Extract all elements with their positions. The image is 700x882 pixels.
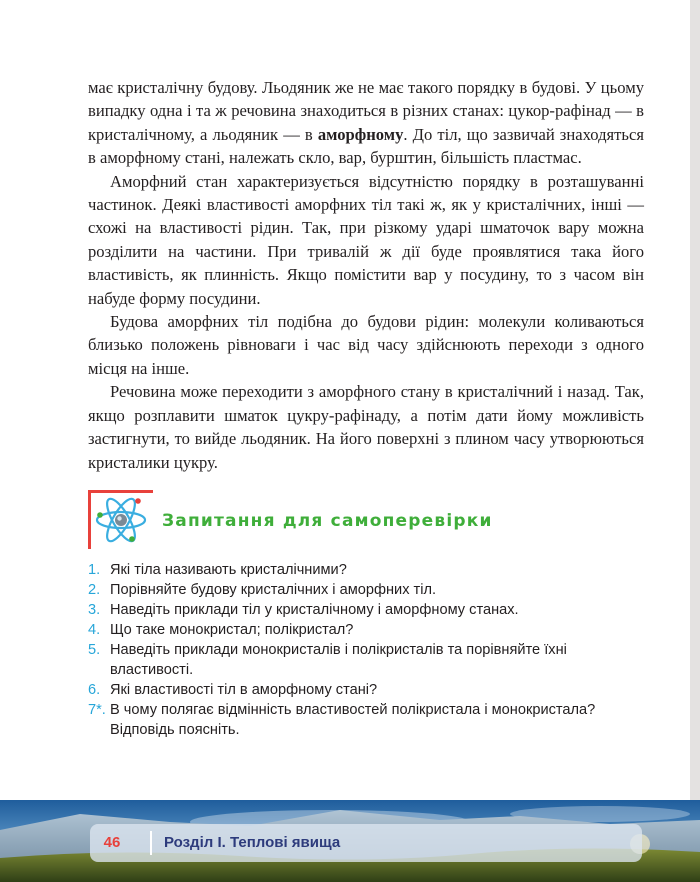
question-text: Наведіть приклади тіл у кристалічному і аморфному станах. — [110, 602, 519, 618]
paragraph-1-start: має кристалічну будову. Льодяник же не має такого порядку в будові. У цьому випадку одна і та ж речовина знаходиться в різних станах: цукор-рафінад — в кристалічному, а льодяник — в — [88, 78, 644, 144]
atom-icon — [92, 494, 150, 546]
footer-divider — [150, 831, 152, 855]
question-text: Наведіть приклади монокристалів і полікристалів та порівняйте їхні властивості. — [110, 642, 567, 678]
question-number: 3. — [88, 602, 101, 618]
paragraph-4: Речовина може переходити з аморфного стану в кристалічний і назад. Так, якщо розплавити шматок цукру-рафінаду, а потім дати йому можливість застигнути, то вийде льодяник. На його поверхні з плином часу утворюються кристалики цукру. — [88, 382, 644, 472]
page-footer — [0, 800, 700, 882]
question-list — [88, 560, 648, 740]
section-title: Запитання для самоперевірки — [162, 511, 493, 531]
bold-term-amorphous: аморфному — [317, 124, 404, 144]
page-number: 46 — [103, 834, 121, 851]
paragraph-2: Аморфний стан характеризується відсутністю порядку в розташуванні частинок. Деякі властивості аморфних тіл такі ж, як у кристалічних, інші — схожі на властивості рідин. Так, при різкому ударі шматочок вару можна розділити на частини. При тривалій ж дії буде проявлятися така його властивість, як плинність. Якщо помістити вар у посудину, то з часом він набуде форму посудини. — [88, 171, 644, 308]
question-text: Які властивості тіл в аморфному стані? — [110, 682, 378, 698]
body-text — [88, 76, 644, 474]
question-text: В чому полягає відмінність властивостей полікристала і монокристала? Відповідь поясніть. — [110, 702, 596, 738]
paragraph-1-end: . До тіл, що зазвичай знаходяться в аморфному стані, належать скло, вар, бурштин, більшість пластмас. — [88, 124, 644, 168]
question-item — [88, 640, 648, 680]
question-number: 5. — [88, 642, 101, 658]
question-text: Що таке монокристал; полікристал? — [110, 622, 354, 638]
question-number: 2. — [88, 582, 101, 598]
footer-bar — [90, 824, 642, 862]
question-item — [88, 680, 648, 700]
question-item — [88, 600, 648, 620]
question-item — [88, 700, 648, 740]
chapter-title: Розділ І. Теплові явища — [164, 834, 341, 851]
question-item — [88, 560, 648, 580]
question-number: 7*. — [88, 702, 106, 718]
question-number: 4. — [88, 622, 101, 638]
question-item — [88, 620, 648, 640]
paragraph-1 — [88, 76, 644, 170]
question-text: Порівняйте будову кристалічних і аморфних тіл. — [110, 582, 437, 598]
self-check-header — [86, 488, 646, 552]
question-number: 1. — [88, 562, 101, 578]
question-item — [88, 580, 648, 600]
paragraph-3: Будова аморфних тіл подібна до будови рідин: молекули коливаються близько положень рівноваги і час від часу здійснюють переходи з одного місця на інше. — [88, 312, 644, 378]
question-text: Які тіла називають кристалічними? — [110, 562, 347, 578]
question-number: 6. — [88, 682, 101, 698]
